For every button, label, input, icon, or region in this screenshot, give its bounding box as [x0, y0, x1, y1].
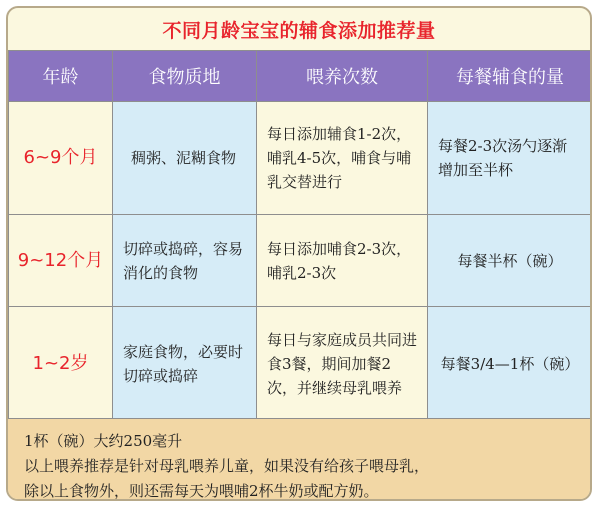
note-line: 1杯（碗）大约250毫升: [24, 432, 183, 450]
header-amount: 每餐辅食的量: [428, 51, 593, 102]
header-times: 喂养次数: [257, 51, 428, 102]
recommendation-table: [8, 50, 592, 421]
amount-cell: [428, 102, 593, 215]
note-line: 除以上食物外，则还需每天为喂哺2杯牛奶或配方奶。: [24, 482, 379, 500]
texture-cell: [113, 307, 257, 421]
header-texture: 食物质地: [113, 51, 257, 102]
amount-text: 每餐2-3次汤勺逐渐增加至半杯: [438, 137, 568, 179]
times-text: 每日添加辅食1-2次，哺乳4-5次，哺食与哺乳交替进行: [267, 125, 412, 191]
times-cell: [257, 215, 428, 307]
table-header-row: [9, 51, 593, 102]
texture-text: 稠粥、泥糊食物: [131, 149, 237, 167]
times-text: 每日与家庭成员共同进食3餐，期间加餐2次，并继续母乳喂养: [267, 330, 418, 397]
amount-cell: [428, 307, 593, 421]
recommendation-card: [6, 6, 592, 501]
times-text: 每日添加哺食2-3次，哺乳2-3次: [267, 239, 412, 282]
header-age: 年龄: [9, 51, 113, 102]
note-line: 以上喂养推荐是针对母乳喂养儿童，如果没有给孩子喂母乳，: [24, 457, 430, 475]
texture-text: 家庭食物，必要时切碎或捣碎: [123, 342, 244, 385]
times-cell: [257, 102, 428, 215]
table-row: [9, 102, 593, 215]
amount-cell: [428, 215, 593, 307]
times-cell: [257, 307, 428, 421]
notes-footer: [8, 418, 590, 501]
age-cell: 9~12个月: [9, 215, 113, 307]
amount-text: 每餐3/4—1杯（碗）: [440, 354, 580, 373]
table-row: [9, 215, 593, 307]
texture-cell: [113, 215, 257, 307]
texture-cell: [113, 102, 257, 215]
table-row: [9, 307, 593, 421]
amount-text: 每餐半杯（碗）: [457, 251, 563, 270]
texture-text: 切碎或捣碎，容易消化的食物: [123, 239, 244, 282]
age-cell: 1~2岁: [9, 307, 113, 421]
age-cell: 6~9个月: [9, 102, 113, 215]
page-title: 不同月龄宝宝的辅食添加推荐量: [162, 19, 436, 42]
